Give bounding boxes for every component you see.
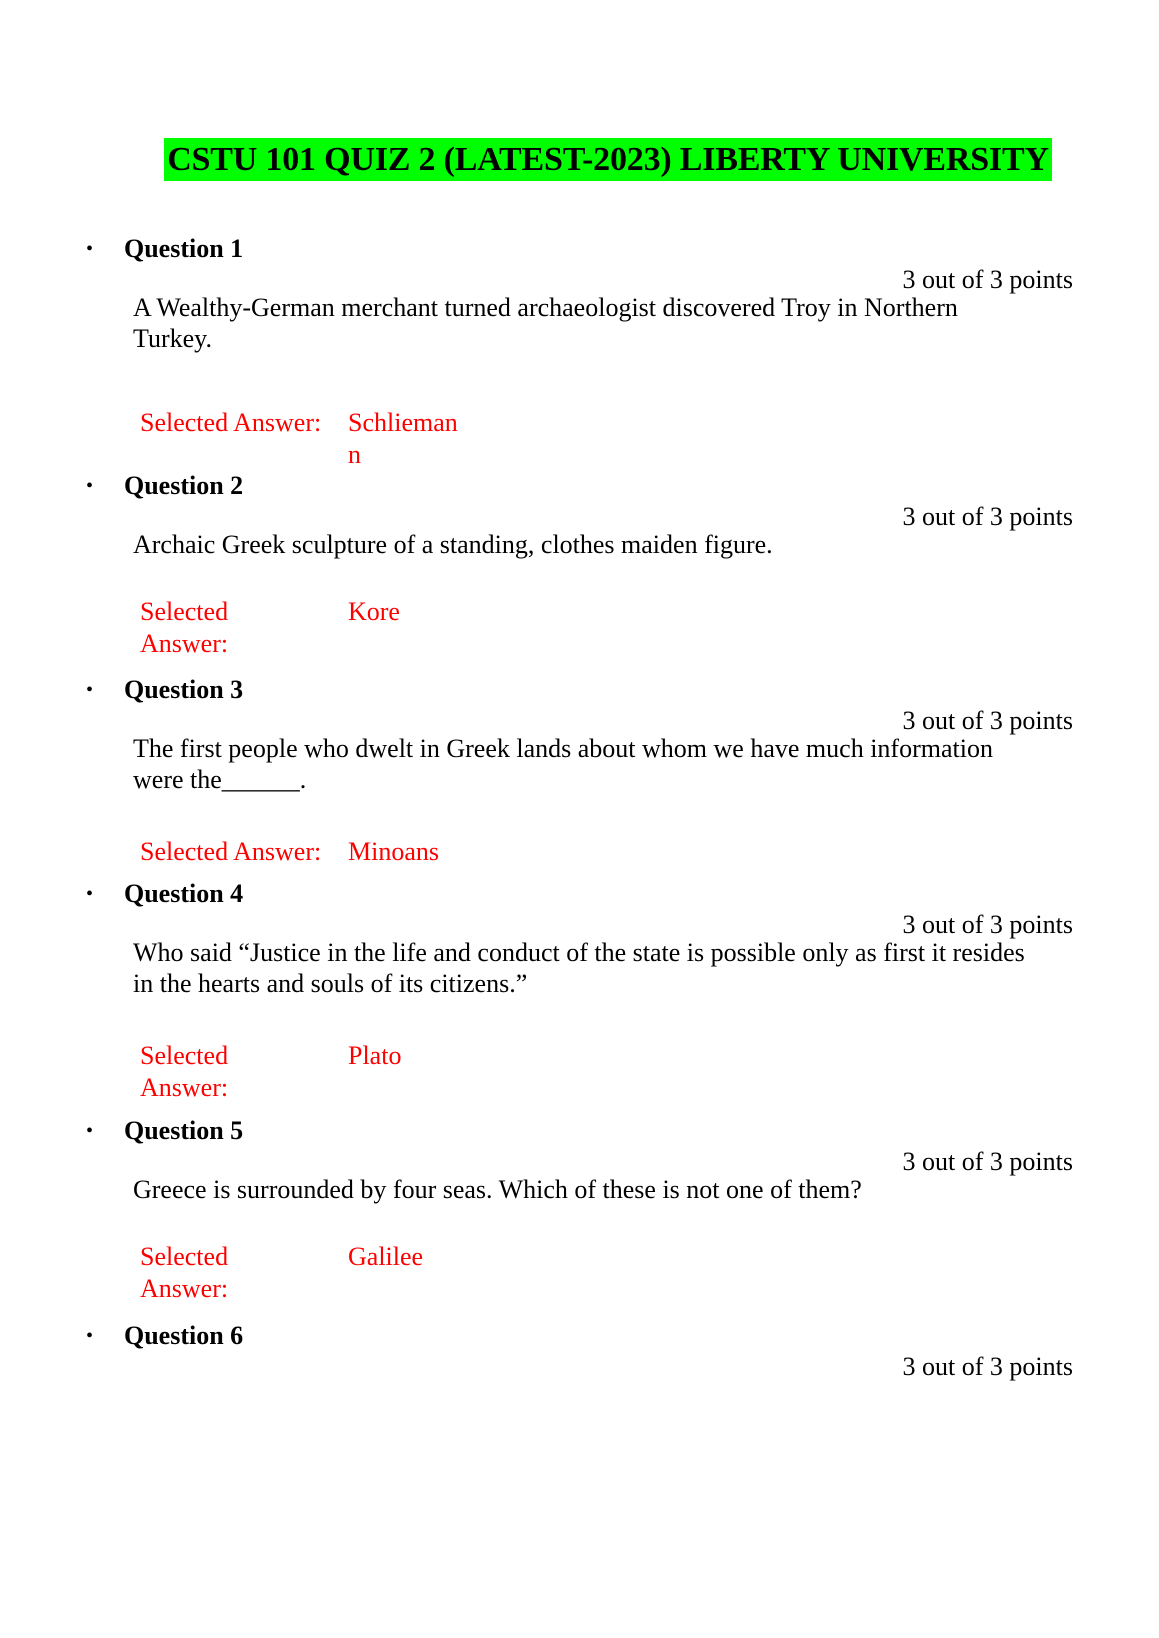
answer-label: Selected Answer:: [140, 1041, 229, 1102]
answer-value: Minoans: [348, 837, 439, 866]
question-text: The first people who dwelt in Greek lands about whom we have much information were the______.: [133, 734, 993, 794]
question-heading: Question 1: [124, 234, 244, 263]
answer-value: Schlieman n: [348, 408, 458, 469]
page-title-container: [142, 138, 1074, 181]
answer-label: Selected Answer:: [140, 1242, 229, 1303]
question-text: Who said “Justice in the life and conduct of the state is possible only as first it resides in the hearts and souls of its citizens.”: [133, 938, 1025, 998]
answer-label: Selected Answer:: [140, 408, 322, 437]
question-text: Greece is surrounded by four seas. Which of these is not one of them?: [133, 1175, 862, 1204]
question-heading: Question 2: [124, 471, 244, 500]
question-points: 3 out of 3 points: [902, 1147, 1073, 1176]
question-heading: Question 4: [124, 879, 244, 908]
page-title: CSTU 101 QUIZ 2 (LATEST-2023) LIBERTY UNIVERSITY: [164, 138, 1052, 181]
bullet-icon: •: [86, 475, 94, 497]
question-points: 3 out of 3 points: [902, 1352, 1073, 1381]
question-points: 3 out of 3 points: [902, 706, 1073, 735]
answer-label: Selected Answer:: [140, 597, 229, 658]
question-points: 3 out of 3 points: [902, 265, 1073, 294]
answer-value: Galilee: [348, 1242, 424, 1271]
question-heading: Question 3: [124, 675, 244, 704]
question-heading: Question 5: [124, 1116, 244, 1145]
question-text: Archaic Greek sculpture of a standing, clothes maiden figure.: [133, 530, 773, 559]
question-text: A Wealthy-German merchant turned archaeologist discovered Troy in Northern Turkey.: [133, 293, 958, 353]
question-heading: Question 6: [124, 1321, 244, 1350]
bullet-icon: •: [86, 238, 94, 260]
bullet-icon: •: [86, 1325, 94, 1347]
answer-value: Kore: [348, 597, 400, 626]
bullet-icon: •: [86, 1120, 94, 1142]
bullet-icon: •: [86, 679, 94, 701]
answer-label: Selected Answer:: [140, 837, 322, 866]
question-points: 3 out of 3 points: [902, 502, 1073, 531]
bullet-icon: •: [86, 883, 94, 905]
question-points: 3 out of 3 points: [902, 910, 1073, 939]
answer-value: Plato: [348, 1041, 402, 1070]
